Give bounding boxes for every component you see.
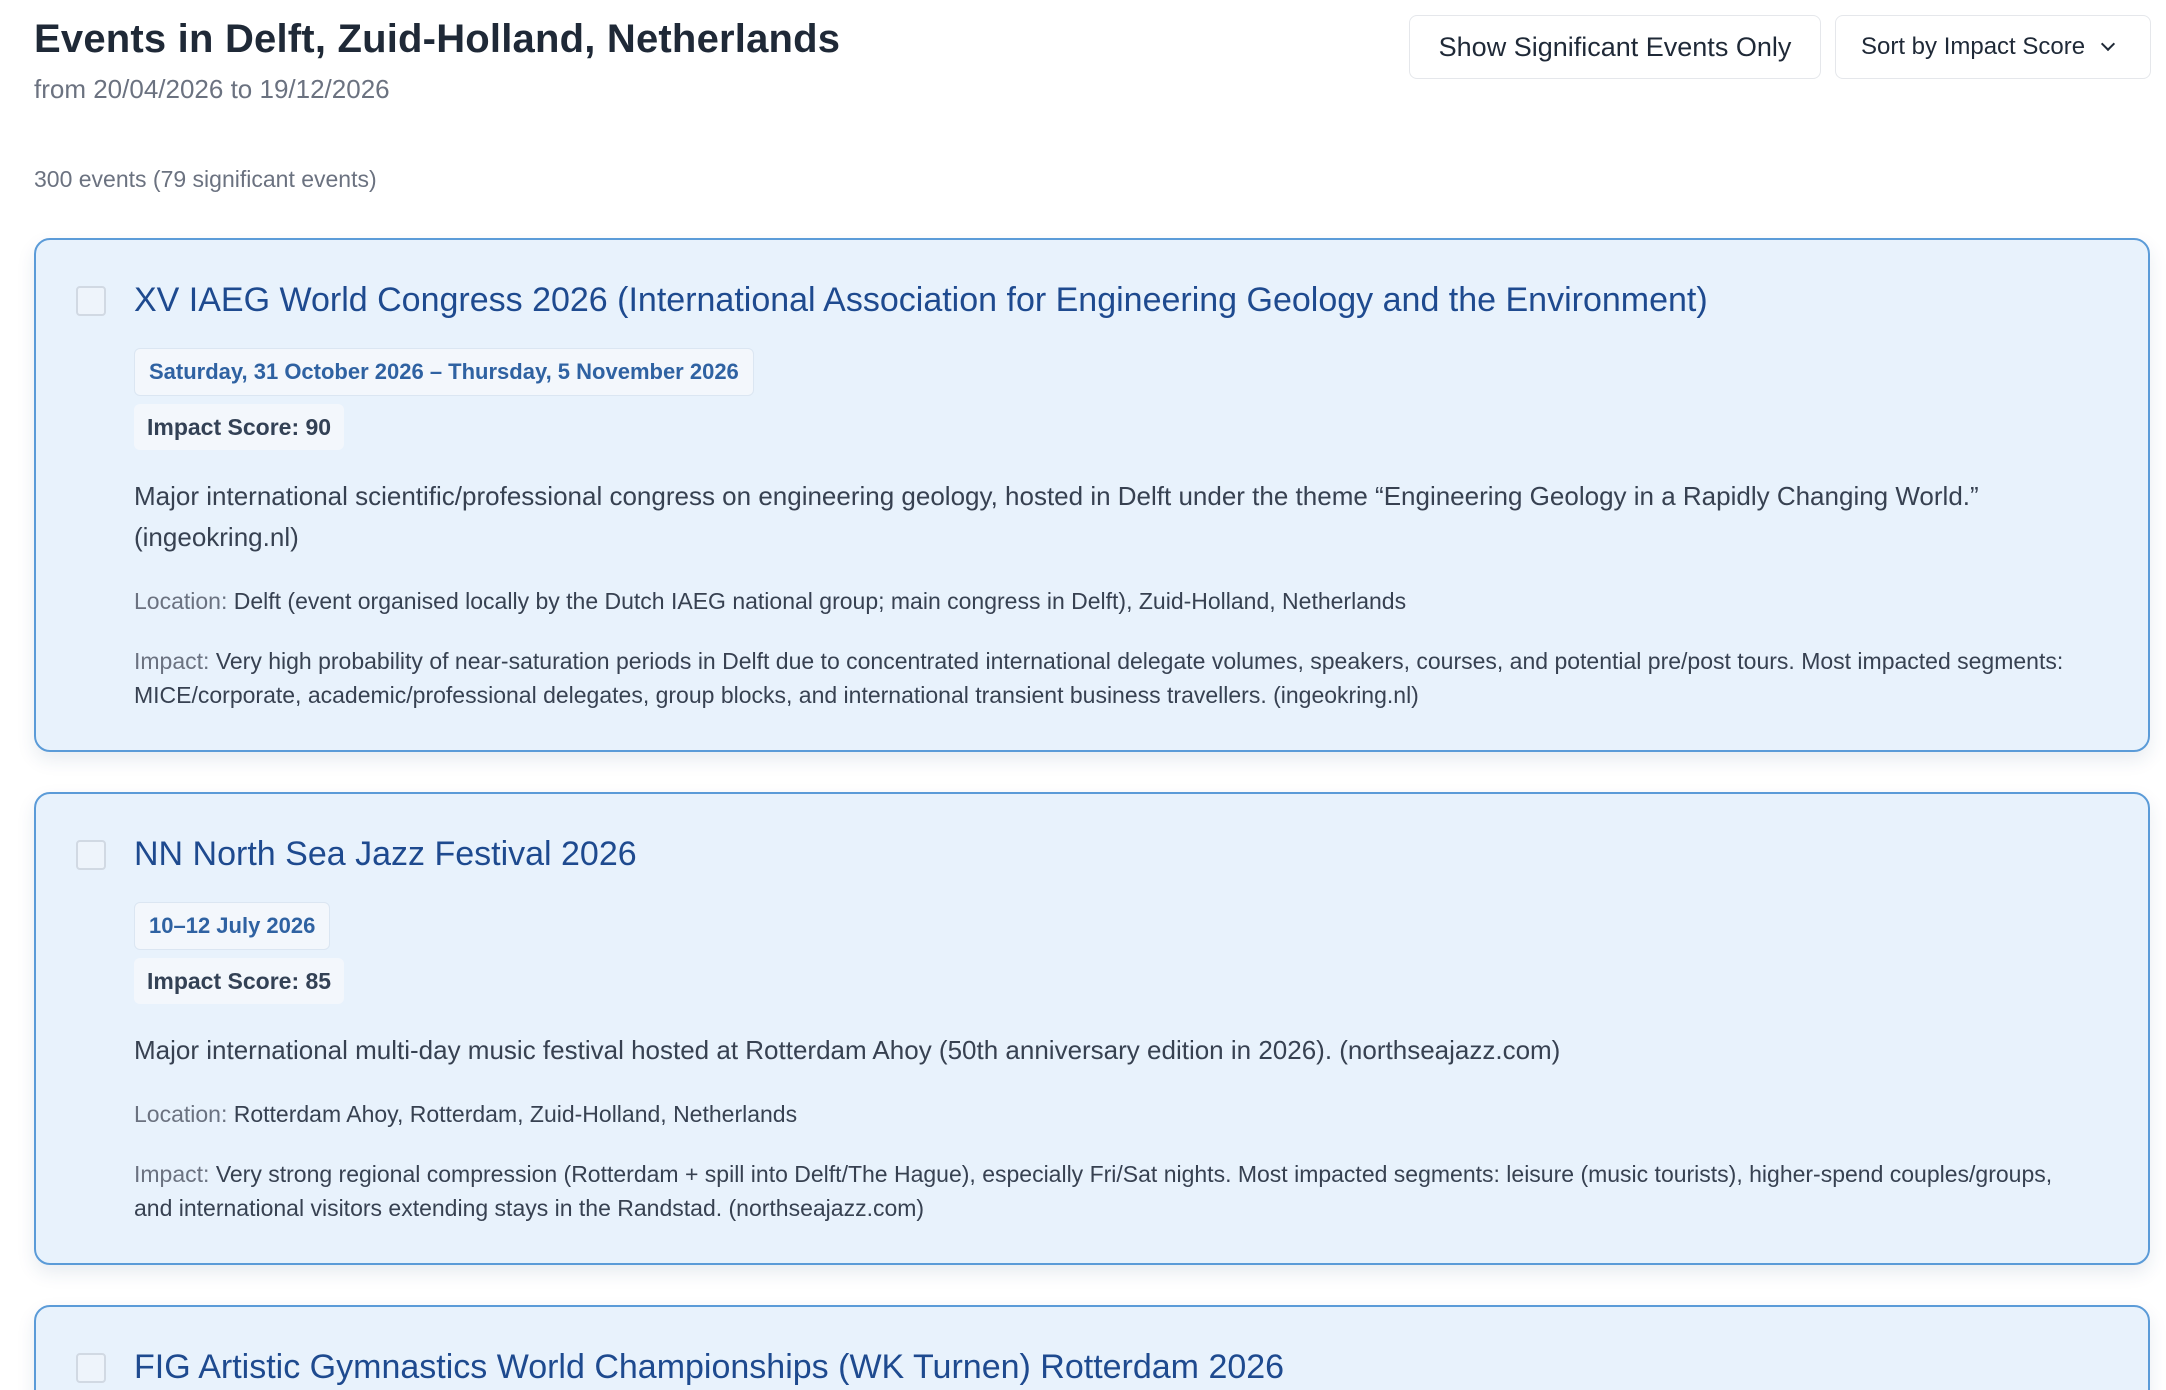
show-significant-button[interactable] [1409,15,1821,79]
page-title: Events in Delft, Zuid-Holland, Netherlands [34,17,841,61]
chevron-down-icon [2101,37,2115,51]
impact-value: Very high probability of near-saturation periods in Delft due to concentrated international delegate volumes, speakers, courses, and potential pre/post tours. Most impacted segments: MICE/corporate, academic/professional delegates, group blocks, and international transient business travellers. (ingeokring.nl) [134,648,2064,708]
event-title[interactable]: XV IAEG World Congress 2026 (International Association for Engineering Geology and the Environment) [134,281,1708,319]
location-label: Location: [134,1101,228,1127]
event-count-summary: 300 events (79 significant events) [34,166,377,192]
event-card [34,792,2150,1265]
impact-label: Impact: [134,648,210,674]
sort-label: Sort by Impact Score [1861,33,2086,60]
event-impact [134,644,2088,712]
event-date-badge: Saturday, 31 October 2026 – Thursday, 5 November 2026 [134,348,754,396]
page-header [34,14,840,106]
event-list [34,238,2150,1390]
event-location [134,584,2088,618]
event-title[interactable]: NN North Sea Jazz Festival 2026 [134,835,637,873]
event-select-checkbox[interactable] [76,1353,106,1383]
event-select-checkbox[interactable] [76,286,106,316]
event-description: Major international multi-day music festival hosted at Rotterdam Ahoy (50th anniversary edition in 2026). (northseajazz.com) [134,1035,1561,1065]
impact-score-badge: Impact Score: 90 [134,404,344,450]
location-value: Delft (event organised locally by the Dutch IAEG national group; main congress in Delft), Zuid-Holland, Netherlands [233,588,1407,614]
event-card [34,1305,2150,1390]
event-location [134,1097,2088,1131]
impact-value: Very strong regional compression (Rotterdam + spill into Delft/The Hague), especially Fri/Sat nights. Most impacted segments: leisure (music tourists), higher-spend couples/groups, and international visitors extending stays in the Randstad. (northseajazz.com) [134,1161,2053,1221]
event-select-checkbox[interactable] [76,840,106,870]
date-range: from 20/04/2026 to 19/12/2026 [34,74,390,104]
event-description: Major international scientific/professional congress on engineering geology, hosted in Delft under the theme “Engineering Geology in a Rapidly Changing World.” (ingeokring.nl) [134,481,1979,552]
toolbar [1409,15,2151,79]
event-title[interactable]: FIG Artistic Gymnastics World Championships (WK Turnen) Rotterdam 2026 [134,1348,1285,1386]
show-significant-label: Show Significant Events Only [1438,31,1792,62]
event-date-badge: 10–12 July 2026 [134,902,330,950]
event-impact [134,1157,2088,1225]
event-card [34,238,2150,752]
location-label: Location: [134,588,228,614]
impact-score-badge: Impact Score: 85 [134,958,344,1004]
sort-dropdown[interactable] [1835,15,2151,79]
location-value: Rotterdam Ahoy, Rotterdam, Zuid-Holland, Netherlands [233,1101,798,1127]
impact-label: Impact: [134,1161,210,1187]
